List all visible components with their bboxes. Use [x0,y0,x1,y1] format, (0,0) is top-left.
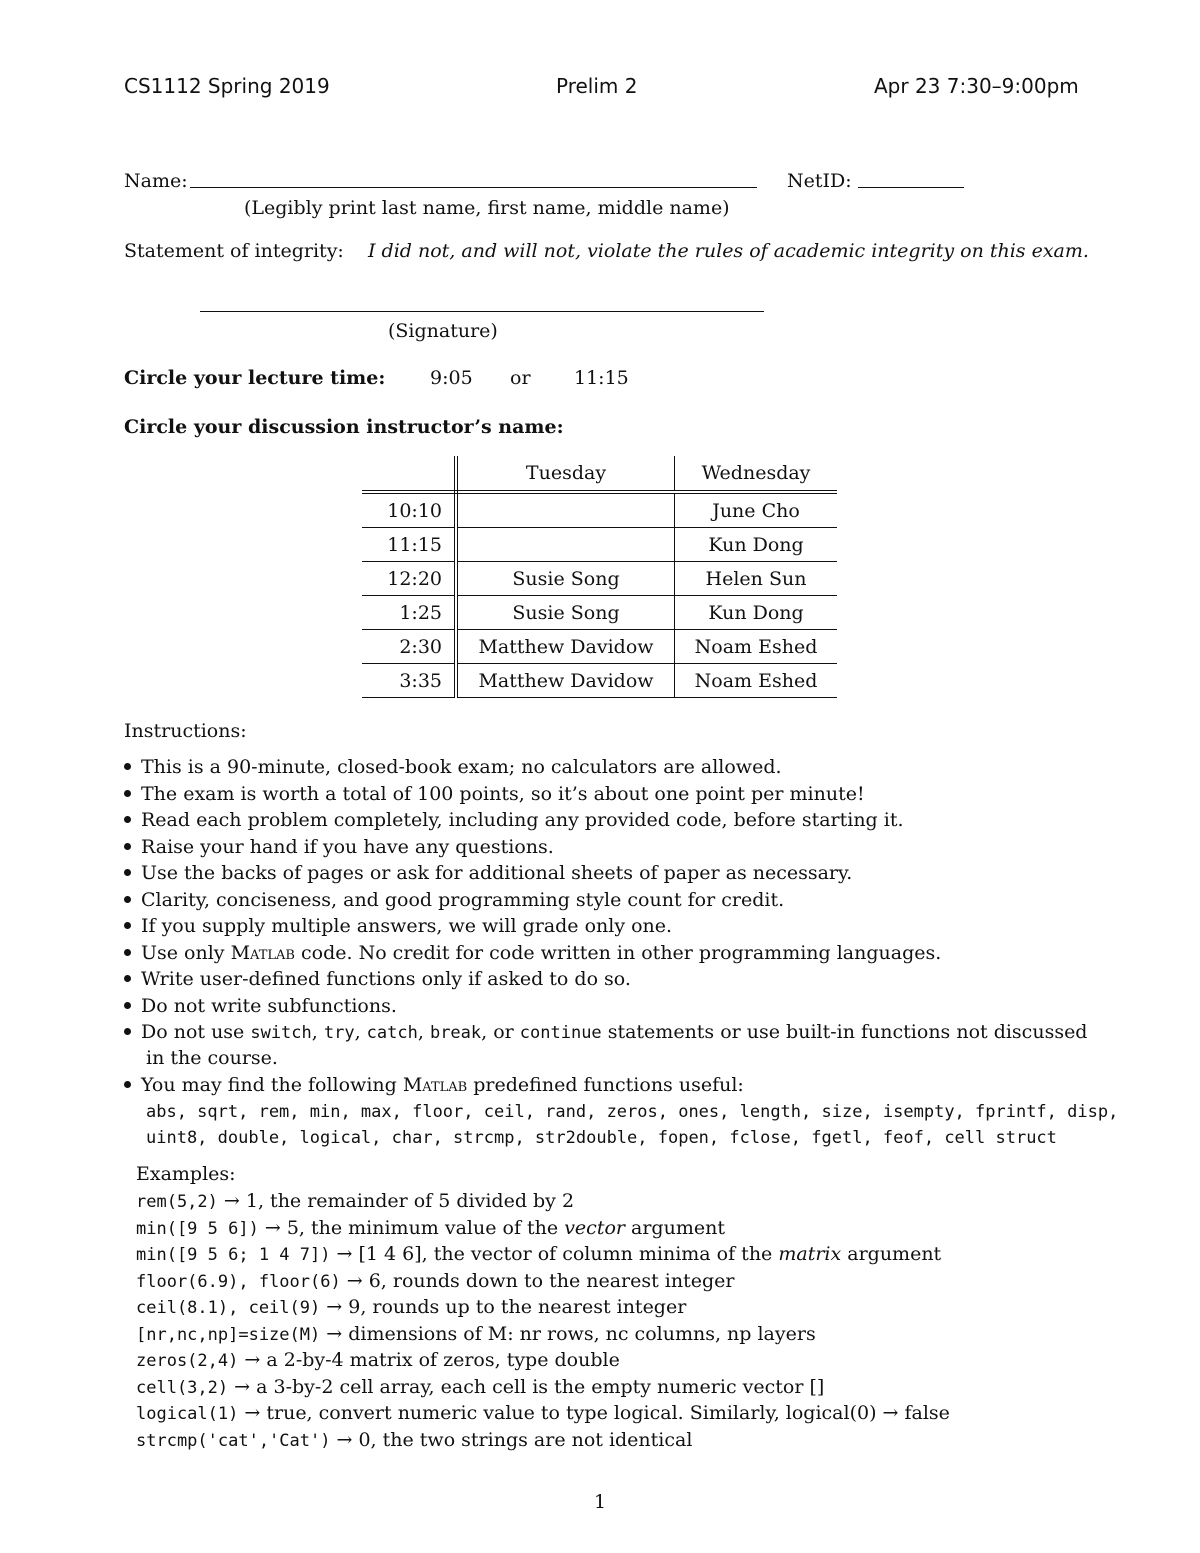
exam-title: Prelim 2 [556,74,638,98]
example-line: min([9 5 6; 1 4 7]) → [1 4 6], the vector of column minima of the matrix argument [136,1243,942,1265]
table-header-row [362,456,837,492]
table-row [362,562,837,596]
matlab-word: Matlab [230,942,295,964]
example-line: strcmp('cat','Cat') → 0, the two strings are not identical [136,1429,693,1451]
list-item: You may find the following Matlab predefined functions useful: [124,1074,744,1096]
netid-label: NetID: [787,170,852,192]
bullet-icon [124,869,131,876]
bullet-icon [124,843,131,850]
tuesday-instructor[interactable] [456,528,675,562]
wednesday-instructor[interactable]: Noam Eshed [675,630,838,664]
example-line: [nr,nc,np]=size(M) → dimensions of M: nr rows, nc columns, np layers [136,1323,816,1345]
list-item: Use only Matlab code. No credit for code written in other programming languages. [124,942,941,964]
list-item: Do not write subfunctions. [124,995,397,1017]
page-number: 1 [594,1491,607,1513]
example-line: zeros(2,4) → a 2-by-4 matrix of zeros, type double [136,1349,620,1371]
tuesday-instructor[interactable]: Matthew Davidow [456,630,675,664]
wednesday-instructor[interactable]: Noam Eshed [675,664,838,698]
name-label: Name: [124,170,188,192]
bullet-icon [124,816,131,823]
name-field-line[interactable] [190,187,757,188]
instructor-label: Circle your discussion instructor’s name: [124,416,564,438]
list-item: This is a 90-minute, closed-book exam; no calculators are allowed. [124,756,782,778]
example-line: floor(6.9), floor(6) → 6, rounds down to the nearest integer [136,1270,735,1292]
tuesday-instructor[interactable]: Matthew Davidow [456,664,675,698]
discussion-schedule-table [362,456,837,698]
list-item: Read each problem completely, including any provided code, before starting it. [124,809,904,831]
row-time: 12:20 [362,562,456,596]
table-row [362,528,837,562]
name-hint: (Legibly print last name, first name, middle name) [244,197,730,219]
list-item: Use the backs of pages or ask for additional sheets of paper as necessary. [124,862,852,884]
lecture-or: or [510,367,531,389]
wednesday-instructor[interactable]: Kun Dong [675,528,838,562]
list-item: The exam is worth a total of 100 points, so it’s about one point per minute! [124,783,865,805]
exam-date: Apr 23 7:30–9:00pm [874,74,1079,98]
list-item-continuation: in the course. [146,1047,278,1069]
lecture-option-1115[interactable]: 11:15 [574,367,629,389]
list-item: Do not use switch, try, catch, break, or continue statements or use built-in functions not discussed [124,1021,1087,1043]
list-item: Write user-defined functions only if asked to do so. [124,968,631,990]
example-line: min([9 5 6]) → 5, the minimum value of the vector argument [136,1217,725,1239]
example-line: rem(5,2) → 1, the remainder of 5 divided by 2 [136,1190,575,1212]
matlab-word: Matlab [402,1074,468,1096]
signature-hint: (Signature) [388,320,498,342]
row-time: 10:10 [362,492,456,528]
header-tuesday: Tuesday [456,456,675,492]
tuesday-instructor[interactable]: Susie Song [456,562,675,596]
example-line: ceil(8.1), ceil(9) → 9, rounds up to the nearest integer [136,1296,687,1318]
list-item: Clarity, conciseness, and good programming style count for credit. [124,889,784,911]
wednesday-instructor[interactable]: Helen Sun [675,562,838,596]
bullet-icon [124,1081,131,1088]
integrity-statement: I did not, and will not, violate the rules of academic integrity on this exam. [368,240,1089,262]
bullet-icon [124,922,131,929]
bullet-icon [124,896,131,903]
row-time: 11:15 [362,528,456,562]
tuesday-instructor[interactable]: Susie Song [456,596,675,630]
row-time: 1:25 [362,596,456,630]
list-item: Raise your hand if you have any questions. [124,836,554,858]
table-row [362,630,837,664]
bullet-icon [124,763,131,770]
bullet-icon [124,975,131,982]
lecture-option-905[interactable]: 9:05 [430,367,473,389]
table-row [362,664,837,698]
table-row [362,596,837,630]
bullet-icon [124,949,131,956]
netid-field-line[interactable] [858,187,964,188]
row-time: 2:30 [362,630,456,664]
header-time [362,456,456,492]
example-line: cell(3,2) → a 3-by-2 cell array, each cell is the empty numeric vector [] [136,1376,825,1398]
instructions-title: Instructions: [124,720,247,742]
table-row [362,492,837,528]
wednesday-instructor[interactable]: June Cho [675,492,838,528]
signature-line[interactable] [200,311,764,312]
bullet-icon [124,1028,131,1035]
wednesday-instructor[interactable]: Kun Dong [675,596,838,630]
header-wednesday: Wednesday [675,456,838,492]
examples-title: Examples: [136,1163,236,1185]
functions-list-line1: abs, sqrt, rem, min, max, floor, ceil, rand, zeros, ones, length, size, isempty, fprintf, disp, [146,1102,1119,1122]
lecture-label: Circle your lecture time: [124,367,386,389]
row-time: 3:35 [362,664,456,698]
course-title: CS1112 Spring 2019 [124,74,330,98]
list-item: If you supply multiple answers, we will grade only one. [124,915,672,937]
bullet-icon [124,790,131,797]
functions-list-line2: uint8, double, logical, char, strcmp, str2double, fopen, fclose, fgetl, feof, cell struct [146,1128,1057,1148]
example-line: logical(1) → true, convert numeric value to type logical. Similarly, logical(0) → false [136,1402,950,1424]
integrity-label: Statement of integrity: [124,240,344,262]
bullet-icon [124,1002,131,1009]
tuesday-instructor[interactable] [456,492,675,528]
